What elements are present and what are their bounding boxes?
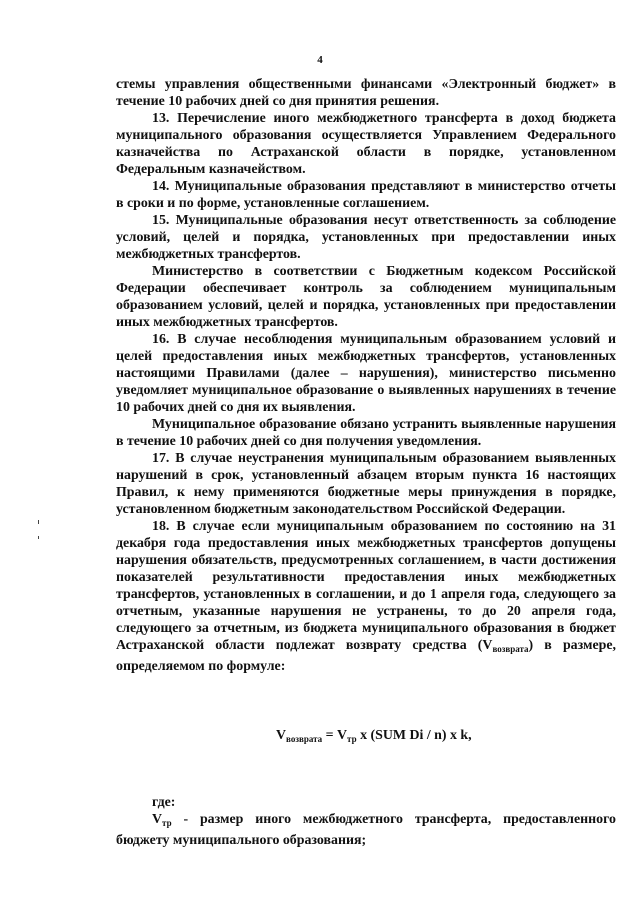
paragraph-18-end: ) в размере, определяемом по формуле: (116, 638, 616, 674)
formula-eq: = V (322, 728, 348, 743)
paragraph-16-fix: Муниципальное образование обязано устранить выявленные нарушения в течение 10 рабочих дней со дня получения уведомления. (116, 417, 616, 449)
paragraph-18-text: 18. В случае если муниципальным образованием по состоянию на 31 декабря года предоставления иных межбюджетных трансфертов допущены нарушения обязательств, предусмотренных соглашением, в части достижения показателей результативности предоставления иных межбюджетных трансфертов, установленных в соглашении, и до 1 апреля года, следующего за отчетным, указанные нарушения не устранены, то до 20 апреля года, следующего за отчетным, из бюджета муниципального образования в бюджет Астраханской области подлежат возврату средства (V (116, 519, 616, 653)
paragraph-17: 17. В случае неустранения муниципальным образованием выявленных нарушений в срок, установленный абзацем вторым пункта 16 настоящих Правил, к нему применяются бюджетные меры принуждения в порядке, установленном бюджетным законодательством Российской Федерации. (116, 451, 616, 517)
paragraph-15-control: Министерство в соответствии с Бюджетным кодексом Российской Федерации обеспечивает контроль за соблюдением муниципальным образованием условий, целей и порядка, установленных при предоставлении иных межбюджетных трансфертов. (116, 264, 616, 330)
formula-rest: x (SUM Di / n) x k, (356, 728, 472, 743)
paragraph: стемы управления общественными финансами «Электронный бюджет» в течение 10 рабочих дней со дня принятия решения. (116, 77, 616, 109)
formula (116, 727, 616, 748)
paragraph-18-subscript: возврата (492, 644, 529, 654)
page-number: 4 (317, 54, 323, 66)
definition-v: V (152, 812, 163, 827)
where-label: где: (152, 795, 176, 810)
formula-tr-subscript: тр (347, 734, 357, 744)
paragraph-13: 13. Перечисление иного межбюджетного трансферта в доход бюджета муниципального образования осуществляется Управлением Федерального казначейства по Астраханской области в порядке, установленном Федеральным казначейством. (116, 111, 616, 177)
paragraph-18 (116, 518, 616, 675)
paragraph-16: 16. В случае несоблюдения муниципальным образованием условий и целей предоставления иных межбюджетных трансфертов, установленных настоящими Правилами (далее – нарушения), министерство письменно уведомляет муниципальное образование о выявленных нарушениях в течение 10 рабочих дней со дня их выявления. (116, 332, 616, 415)
formula-v: V (276, 728, 287, 743)
margin-mark (38, 536, 39, 539)
definition-subscript: тр (162, 818, 172, 828)
formula-v-subscript: возврата (286, 734, 323, 744)
definition-vtr (116, 811, 616, 849)
margin-mark (38, 520, 39, 524)
document-body (116, 76, 616, 849)
paragraph-15: 15. Муниципальные образования несут ответственность за соблюдение условий, целей и порядка, установленных при предоставлении иных межбюджетных трансфертов. (116, 213, 616, 262)
definition-text: - размер иного межбюджетного трансферта, предоставленного бюджету муниципального образования; (116, 812, 616, 848)
paragraph-14: 14. Муниципальные образования представляют в министерство отчеты в сроки и по форме, установленные соглашением. (116, 179, 616, 211)
